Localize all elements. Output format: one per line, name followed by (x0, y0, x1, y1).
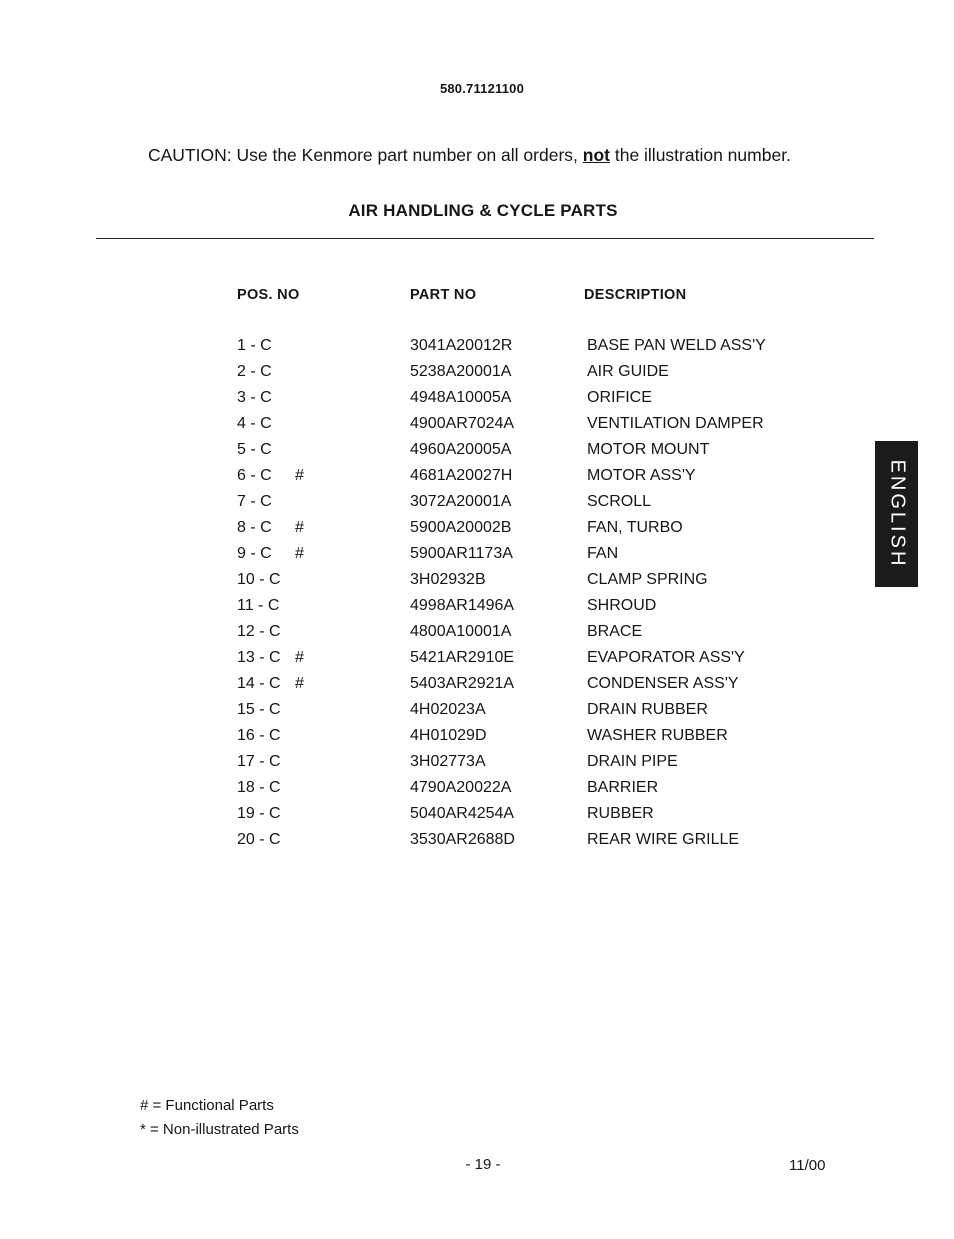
table-row (0, 779, 954, 805)
table-row (0, 337, 954, 363)
pos-cell: 8 - C (237, 519, 272, 536)
table-row (0, 623, 954, 649)
part-number-cell: 4H02023A (410, 701, 486, 718)
legend-functional: # = Functional Parts (140, 1097, 274, 1114)
description-cell: VENTILATION DAMPER (587, 415, 764, 432)
revision-date: 11/00 (789, 1157, 826, 1174)
functional-flag: # (295, 519, 304, 536)
pos-cell: 6 - C (237, 467, 272, 484)
table-row (0, 597, 954, 623)
table-row (0, 727, 954, 753)
part-number-cell: 4800A10001A (410, 623, 512, 640)
pos-cell: 9 - C (237, 545, 272, 562)
description-cell: RUBBER (587, 805, 654, 822)
pos-cell: 11 - C (237, 597, 280, 614)
description-cell: FAN (587, 545, 619, 562)
functional-flag: # (295, 675, 304, 692)
pos-cell: 10 - C (237, 571, 281, 588)
pos-cell: 7 - C (237, 493, 272, 510)
table-row (0, 571, 954, 597)
description-cell: EVAPORATOR ASS'Y (587, 649, 745, 666)
part-number-cell: 5040AR4254A (410, 805, 515, 822)
table-row (0, 467, 954, 493)
description-cell: CLAMP SPRING (587, 571, 708, 588)
part-number-cell: 4948A10005A (410, 389, 512, 406)
pos-cell: 2 - C (237, 363, 272, 380)
caution-prefix: CAUTION: Use the Kenmore part number on all orders, (148, 145, 583, 165)
part-number-cell: 4900AR7024A (410, 415, 515, 432)
part-number-cell: 3H02773A (410, 753, 486, 770)
description-cell: MOTOR ASS'Y (587, 467, 696, 484)
description-cell: BRACE (587, 623, 643, 640)
part-number-cell: 5421AR2910E (410, 649, 515, 666)
description-cell: BARRIER (587, 779, 659, 796)
table-row (0, 389, 954, 415)
pos-cell: 14 - C (237, 675, 281, 692)
description-cell: BASE PAN WELD ASS'Y (587, 337, 766, 354)
part-number-cell: 5238A20001A (410, 363, 512, 380)
pos-cell: 18 - C (237, 779, 281, 796)
model-number: 580.71121100 (439, 81, 525, 96)
description-cell: ORIFICE (587, 389, 652, 406)
functional-flag: # (295, 467, 304, 484)
pos-cell: 5 - C (237, 441, 272, 458)
functional-flag: # (295, 649, 304, 666)
part-number-cell: 5900A20002B (410, 519, 512, 536)
legend-non-illustrated: * = Non-illustrated Parts (140, 1121, 299, 1138)
table-row (0, 493, 954, 519)
column-header-pos: POS. NO (237, 287, 300, 303)
part-number-cell: 3072A20001A (410, 493, 512, 510)
table-row (0, 545, 954, 571)
pos-cell: 1 - C (237, 337, 272, 354)
table-row (0, 753, 954, 779)
column-header-part: PART NO (410, 287, 477, 303)
table-row (0, 363, 954, 389)
functional-flag: # (295, 545, 304, 562)
table-row (0, 805, 954, 831)
pos-cell: 17 - C (237, 753, 281, 770)
pos-cell: 16 - C (237, 727, 281, 744)
part-number-cell: 3H02932B (410, 571, 486, 588)
table-row (0, 701, 954, 727)
description-cell: SHROUD (587, 597, 657, 614)
table-row (0, 441, 954, 467)
pos-cell: 19 - C (237, 805, 281, 822)
caution-emphasis: not (582, 145, 610, 165)
part-number-cell: 5403AR2921A (410, 675, 515, 692)
pos-cell: 12 - C (237, 623, 281, 640)
part-number-cell: 4998AR1496A (410, 597, 515, 614)
table-row (0, 675, 954, 701)
part-number-cell: 4960A20005A (410, 441, 512, 458)
description-cell: REAR WIRE GRILLE (587, 831, 740, 848)
description-cell: DRAIN PIPE (587, 753, 678, 770)
parts-list (0, 337, 954, 857)
language-tab-label: ENGLISH (886, 459, 908, 569)
part-number-cell: 4H01029D (410, 727, 487, 744)
column-header-description: DESCRIPTION (584, 287, 687, 303)
part-number-cell: 3041A20012R (410, 337, 513, 354)
description-cell: DRAIN RUBBER (587, 701, 708, 718)
part-number-cell: 5900AR1173A (410, 545, 513, 562)
description-cell: SCROLL (587, 493, 652, 510)
pos-cell: 3 - C (237, 389, 272, 406)
title-divider (96, 238, 874, 239)
section-title: AIR HANDLING & CYCLE PARTS (348, 201, 618, 220)
table-row (0, 649, 954, 675)
page-number: - 19 - (465, 1156, 501, 1173)
description-cell: FAN, TURBO (587, 519, 683, 536)
description-cell: AIR GUIDE (587, 363, 669, 380)
part-number-cell: 3530AR2688D (410, 831, 515, 848)
pos-cell: 20 - C (237, 831, 281, 848)
pos-cell: 15 - C (237, 701, 281, 718)
part-number-cell: 4681A20027H (410, 467, 513, 484)
pos-cell: 4 - C (237, 415, 272, 432)
part-number-cell: 4790A20022A (410, 779, 512, 796)
language-tab (875, 441, 918, 587)
description-cell: WASHER RUBBER (587, 727, 728, 744)
pos-cell: 13 - C (237, 649, 281, 666)
description-cell: CONDENSER ASS'Y (587, 675, 739, 692)
table-row (0, 415, 954, 441)
table-row (0, 831, 954, 857)
table-row (0, 519, 954, 545)
caution-note (148, 145, 791, 166)
caution-suffix: the illustration number. (609, 145, 791, 165)
description-cell: MOTOR MOUNT (587, 441, 710, 458)
